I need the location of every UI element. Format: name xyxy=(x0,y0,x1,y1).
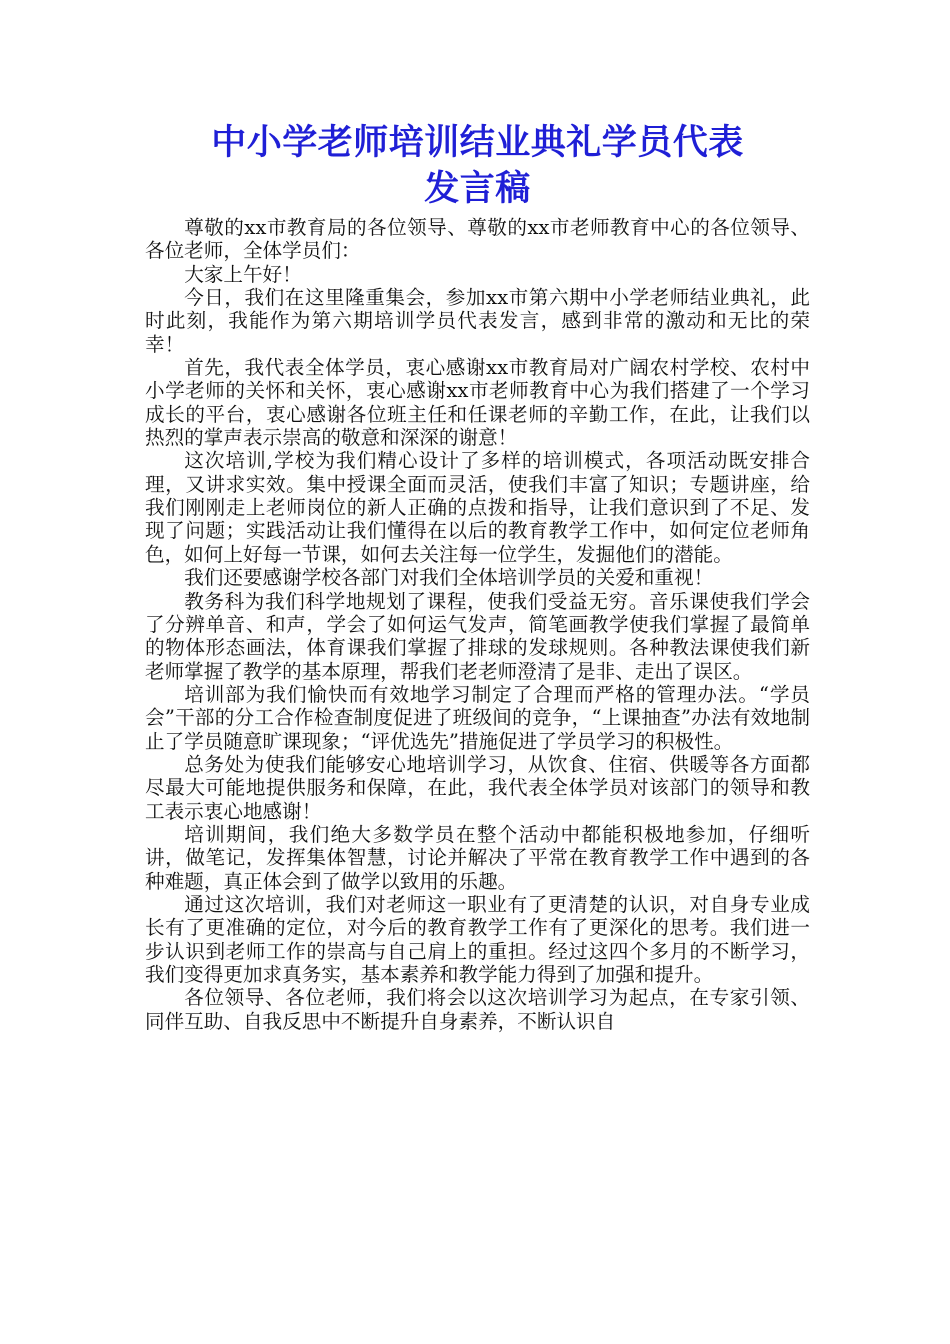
paragraph: 首先，我代表全体学员，衷心感谢xx市教育局对广阔农村学校、农村中小学老师的关怀和关怀，衷心感谢xx市老师教育中心为我们搭建了一个学习成长的平台，衷心感谢各位班主任和任课老师的辛勤工作，在此，让我们以热烈的掌声表示崇高的敬意和深深的谢意！ xyxy=(145,356,810,450)
document-title xyxy=(145,120,810,212)
title-line-2: 发言稿 xyxy=(424,168,531,209)
paragraph: 今日，我们在这里隆重集会，参加xx市第六期中小学老师结业典礼，此时此刻，我能作为第六期培训学员代表发言，感到非常的激动和无比的荣幸！ xyxy=(145,286,810,356)
paragraph: 培训部为我们愉快而有效地学习制定了合理而严格的管理办法。“学员会”干部的分工合作检查制度促进了班级间的竞争，“上课抽查”办法有效地制止了学员随意旷课现象；“评优选先”措施促进了学员学习的积极性。 xyxy=(145,682,810,753)
paragraph: 我们还要感谢学校各部门对我们全体培训学员的关爱和重视！ xyxy=(184,566,714,590)
paragraph: 各位领导、各位老师，我们将会以这次培训学习为起点，在专家引领、同伴互助、自我反思中不断提升自身素养，不断认识自 xyxy=(145,986,810,1033)
document-body xyxy=(145,216,810,1033)
paragraph: 尊敬的xx市教育局的各位领导、尊敬的xx市老师教育中心的各位领导、各位老师，全体学员们： xyxy=(145,216,810,263)
paragraph: 总务处为使我们能够安心地培训学习，从饮食、住宿、供暖等各方面都尽最大可能地提供服务和保障，在此，我代表全体学员对该部门的领导和教工表示衷心地感谢！ xyxy=(145,752,810,823)
paragraph: 大家上午好！ xyxy=(184,262,302,286)
document-page xyxy=(145,120,810,1033)
paragraph: 通过这次培训，我们对老师这一职业有了更清楚的认识，对自身专业成长有了更准确的定位，对今后的教育教学工作有了更深化的思考。我们进一步认识到老师工作的崇高与自己肩上的重担。经过这四个多月的不断学习，我们变得更加求真务实，基本素养和教学能力得到了加强和提升。 xyxy=(145,892,810,986)
paragraph: 这次培训,学校为我们精心设计了多样的培训模式，各项活动既安排合理，又讲求实效。集中授课全面而灵活，使我们丰富了知识；专题讲座，给我们刚刚走上老师岗位的新人正确的点拨和指导，让我们意识到了不足、发现了问题；实践活动让我们懂得在以后的教育教学工作中，如何定位老师角色，如何上好每一节课，如何去关注每一位学生，发掘他们的潜能。 xyxy=(145,449,810,566)
title-line-1: 中小学老师培训结业典礼学员代表 xyxy=(211,122,744,163)
paragraph: 教务科为我们科学地规划了课程，使我们受益无穷。音乐课使我们学会了分辨单音、和声，学会了如何运气发声，简笔画教学使我们掌握了最简单的物体形态画法，体育课我们掌握了排球的发球规则。各种教法课使我们新老师掌握了教学的基本原理，帮我们老老师澄清了是非、走出了误区。 xyxy=(145,589,810,683)
paragraph: 培训期间，我们绝大多数学员在整个活动中都能积极地参加，仔细听讲，做笔记，发挥集体智慧，讨论并解决了平常在教育教学工作中遇到的各种难题，真正体会到了做学以致用的乐趣。 xyxy=(145,822,810,893)
